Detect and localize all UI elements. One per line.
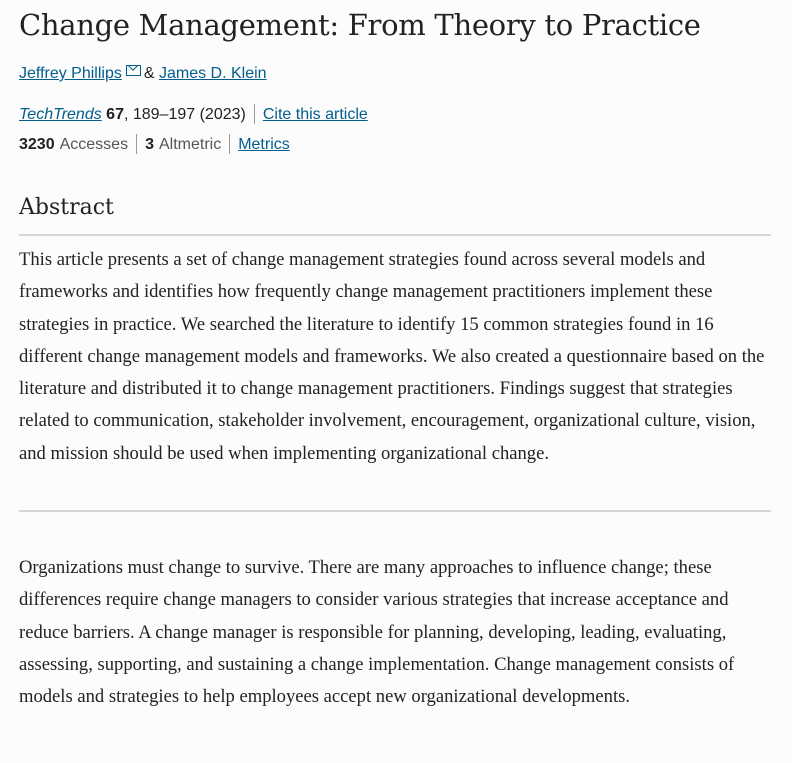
cite-this-article-link[interactable]: Cite this article: [262, 106, 368, 123]
divider: [254, 104, 255, 124]
abstract-heading: Abstract: [19, 195, 114, 220]
section-divider: [19, 510, 771, 512]
author-separator: &: [143, 65, 155, 82]
altmetric-label: Altmetric: [158, 136, 222, 153]
section-divider: [19, 234, 771, 236]
author-list: [19, 63, 267, 85]
divider: [229, 134, 230, 154]
article-metrics: [19, 134, 290, 156]
citation-line: [19, 104, 368, 126]
volume-number: 67: [106, 106, 124, 123]
body-paragraph: Organizations must change to survive. There are many approaches to influence change; these differences require change managers to consider various strategies that increase acceptance and reduce barriers. A change manager is responsible for planning, developing, leading, evaluating, assessing, supporting, and sustaining a change implementation. Change management consists of models and strategies to help employees accept new organizational developments.: [19, 557, 735, 708]
envelope-icon[interactable]: [126, 65, 141, 76]
metrics-link[interactable]: Metrics: [238, 136, 290, 153]
journal-link[interactable]: TechTrends: [19, 106, 102, 123]
altmetric-count: 3: [145, 136, 154, 153]
accesses-label: Accesses: [59, 136, 129, 153]
pages-year: , 189–197 (2023): [123, 106, 246, 123]
author-link-james-d-klein[interactable]: James D. Klein: [158, 65, 267, 82]
divider: [136, 134, 137, 154]
accesses-count: 3230: [19, 136, 55, 153]
article-title: Change Management: From Theory to Practice: [19, 8, 701, 42]
abstract-paragraph: This article presents a set of change management strategies found across several models and frameworks and identifies how frequently change management practitioners implement these strategies in practice. We searched the literature to identify 15 common strategies found in 16 different change management models and frameworks. We also created a questionnaire based on the literature and distributed it to change management practitioners. Findings suggest that strategies related to communication, stakeholder involvement, encouragement, organizational culture, vision, and mission should be used when implementing organizational change.: [19, 249, 765, 464]
author-link-jeffrey-phillips[interactable]: Jeffrey Phillips: [19, 65, 122, 82]
